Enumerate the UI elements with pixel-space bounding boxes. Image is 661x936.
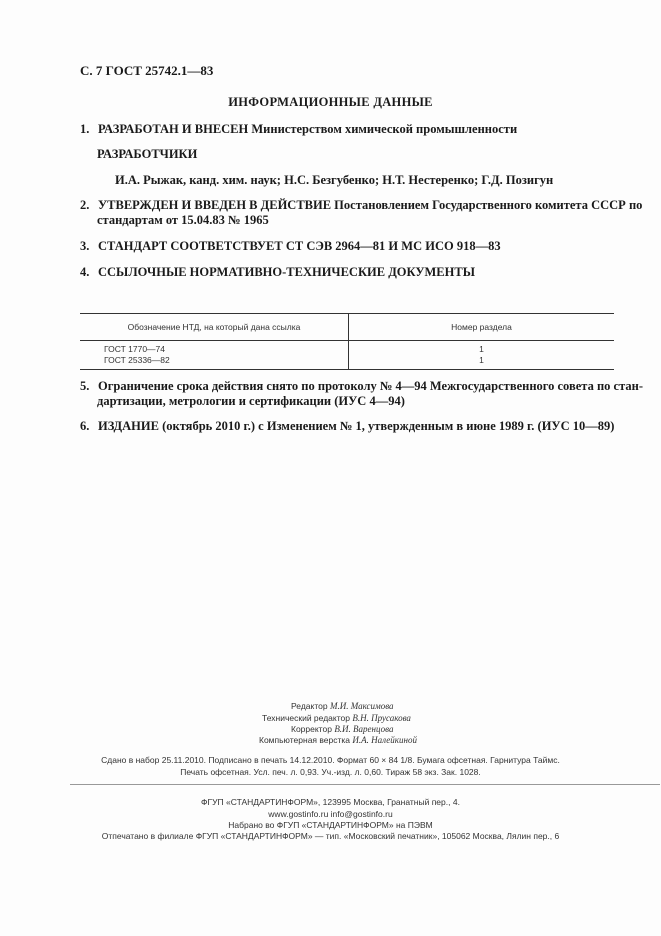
print-details-line-2: Печать офсетная. Усл. печ. л. 0,93. Уч.-изд. л. 0,60. Тираж 58 экз. Зак. 1028. <box>180 767 481 777</box>
section-5 <box>80 379 643 394</box>
tech-editor-line <box>262 713 411 723</box>
section-number: 3. <box>80 239 90 253</box>
column-header: Номер раздела <box>349 314 615 341</box>
editor-name: М.И. Максимова <box>329 701 394 711</box>
publisher-line-1: ФГУП «СТАНДАРТИНФОРМ», 123995 Москва, Гранатный пер., 4. <box>201 797 460 807</box>
corrector-line <box>291 724 393 734</box>
section-number: 4. <box>80 265 90 279</box>
table-header-row <box>80 314 614 341</box>
layout-name: И.А. Налейкиной <box>352 735 417 745</box>
table-cell: ГОСТ 25336—82 <box>80 355 349 370</box>
section-text: УТВЕРЖДЕН И ВВЕДЕН В ДЕЙСТВИЕ Постановлением Государственного комитета СССР по <box>98 198 643 212</box>
tech-editor-name: В.Н. Прусакова <box>352 713 411 723</box>
section-text: РАЗРАБОТАН И ВНЕСЕН Министерством химической промышленности <box>98 122 518 136</box>
layout-label: Компьютерная верстка <box>259 735 351 745</box>
divider <box>70 784 660 785</box>
ntd-table <box>80 313 614 370</box>
section-number: 1. <box>80 122 90 136</box>
section-3 <box>80 239 501 254</box>
tech-editor-label: Технический редактор <box>262 713 350 723</box>
table-row <box>80 341 614 356</box>
editor-label: Редактор <box>291 701 328 711</box>
layout-line <box>259 735 417 745</box>
publisher-line-3: Набрано во ФГУП «СТАНДАРТИНФОРМ» на ПЭВМ <box>228 820 433 830</box>
page-header: С. 7 ГОСТ 25742.1—83 <box>80 63 214 78</box>
publisher-line-4: Отпечатано в филиале ФГУП «СТАНДАРТИНФОРМ» — тип. «Московский печатник», 105062 Москва, Лялин пер., 6 <box>101 831 560 841</box>
corrector-name: В.И. Варенцова <box>334 724 394 734</box>
table-cell: 1 <box>479 344 484 354</box>
section-text: Ограничение срока действия снято по протоколу № 4—94 Межгосударственного совета по стан- <box>98 379 643 393</box>
section-text: ИЗДАНИЕ (октябрь 2010 г.) с Изменением № 1, утвержденным в июне 1989 г. (ИУС 10—89) <box>98 419 615 433</box>
section-number: 6. <box>80 419 90 433</box>
developers-list: И.А. Рыжак, канд. хим. наук; Н.С. Безгубенко; Н.Т. Нестеренко; Г.Д. Позигун <box>115 173 554 187</box>
section-number: 2. <box>80 198 90 212</box>
section-4 <box>80 265 475 280</box>
section-text: ССЫЛОЧНЫЕ НОРМАТИВНО-ТЕХНИЧЕСКИЕ ДОКУМЕНТЫ <box>98 265 475 279</box>
table-cell: 1 <box>349 355 615 370</box>
corrector-label: Корректор <box>291 724 332 734</box>
section-6 <box>80 419 614 434</box>
column-header: Обозначение НТД, на который дана ссылка <box>80 314 349 341</box>
table-cell: ГОСТ 1770—74 <box>80 341 349 356</box>
section-text: СТАНДАРТ СООТВЕТСТВУЕТ СТ СЭВ 2964—81 И МС ИСО 918—83 <box>98 239 501 253</box>
editor-line <box>291 701 394 711</box>
print-details-line-1: Сдано в набор 25.11.2010. Подписано в печать 14.12.2010. Формат 60 × 84 1/8. Бумага офсетная. Гарнитура Таймс. <box>101 755 560 765</box>
table-row <box>80 355 614 370</box>
section-5-continuation: дартизации, метрологии и сертификации (ИУС 4—94) <box>97 394 405 408</box>
section-number: 5. <box>80 379 90 393</box>
publisher-line-2: www.gostinfo.ru info@gostinfo.ru <box>268 809 393 819</box>
section-2-continuation: стандартам от 15.04.83 № 1965 <box>97 213 269 227</box>
section-1 <box>80 122 517 137</box>
page-title: ИНФОРМАЦИОННЫЕ ДАННЫЕ <box>228 95 433 109</box>
developers-heading: РАЗРАБОТЧИКИ <box>97 147 198 161</box>
section-2 <box>80 198 642 213</box>
